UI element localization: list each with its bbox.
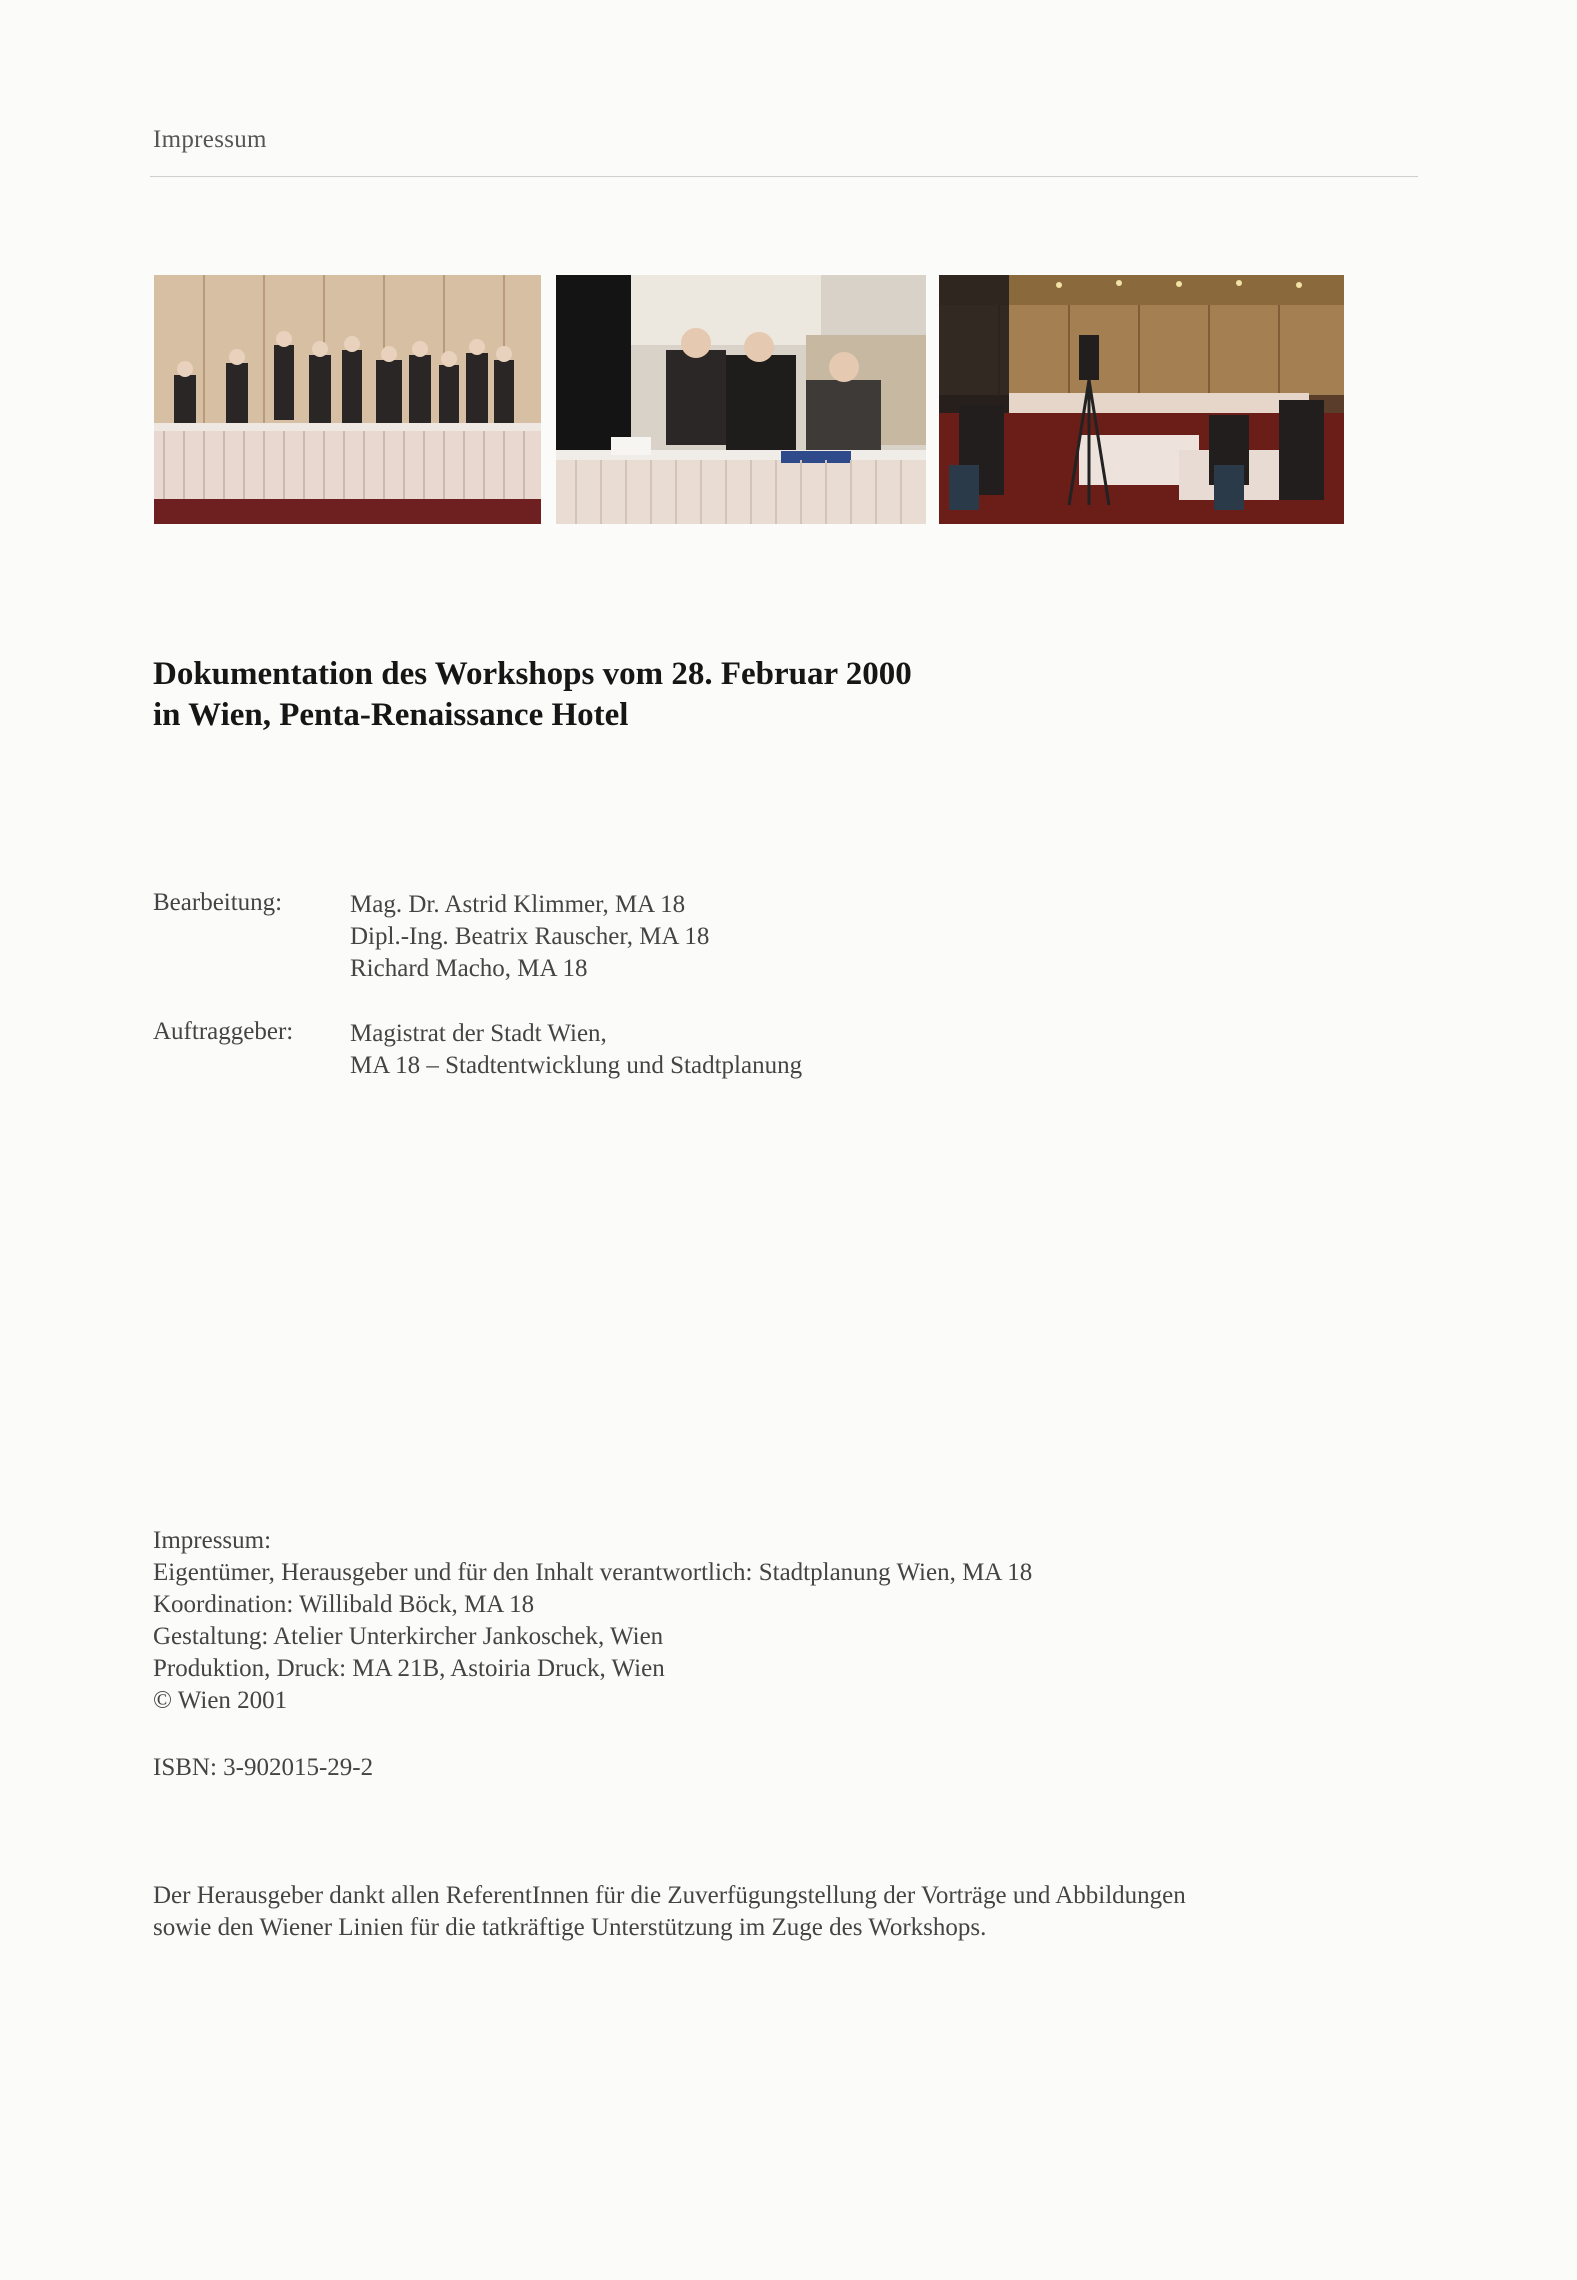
imprint-line: Produktion, Druck: MA 21B, Astoiria Druck, Wien	[153, 1655, 665, 1682]
bearbeitung-line: Mag. Dr. Astrid Klimmer, MA 18	[350, 891, 686, 918]
workshop-participants-standing-photo	[154, 275, 541, 524]
panel-speakers-photo	[556, 275, 926, 524]
imprint-line: Eigentümer, Herausgeber und für den Inhalt verantwortlich: Stadtplanung Wien, MA 18	[153, 1559, 1033, 1586]
title-line-1: Dokumentation des Workshops vom 28. Februar 2000	[153, 656, 912, 692]
auftraggeber-label: Auftraggeber:	[153, 1018, 294, 1045]
header-rule	[150, 176, 1418, 177]
imprint-line: Gestaltung: Atelier Unterkircher Jankoschek, Wien	[153, 1623, 664, 1650]
bearbeitung-line: Richard Macho, MA 18	[350, 955, 588, 982]
acknowledgement-line: Der Herausgeber dankt allen ReferentInnen für die Zuverfügungstellung der Vorträge und Abbildungen	[153, 1882, 1186, 1909]
auftraggeber-line: Magistrat der Stadt Wien,	[350, 1020, 607, 1047]
imprint-block	[153, 1525, 1032, 1717]
bearbeitung-label: Bearbeitung:	[153, 889, 283, 916]
header-label: Impressum	[153, 126, 267, 153]
imprint-heading: Impressum:	[153, 1527, 272, 1554]
copyright-line: © Wien 2001	[153, 1687, 288, 1714]
conference-hall-photo	[939, 275, 1344, 524]
bearbeitung-line: Dipl.-Ing. Beatrix Rauscher, MA 18	[350, 923, 710, 950]
imprint-line: Koordination: Willibald Böck, MA 18	[153, 1591, 535, 1618]
acknowledgement-line: sowie den Wiener Linien für die tatkräftige Unterstützung im Zuge des Workshops.	[153, 1914, 987, 1941]
acknowledgement	[153, 1880, 1186, 1944]
isbn: ISBN: 3-902015-29-2	[153, 1754, 374, 1781]
auftraggeber-names	[350, 1018, 802, 1082]
auftraggeber-line: MA 18 – Stadtentwicklung und Stadtplanung	[350, 1052, 803, 1079]
title-line-2: in Wien, Penta-Renaissance Hotel	[153, 697, 629, 733]
document-title	[153, 654, 912, 736]
bearbeitung-names	[350, 889, 709, 985]
